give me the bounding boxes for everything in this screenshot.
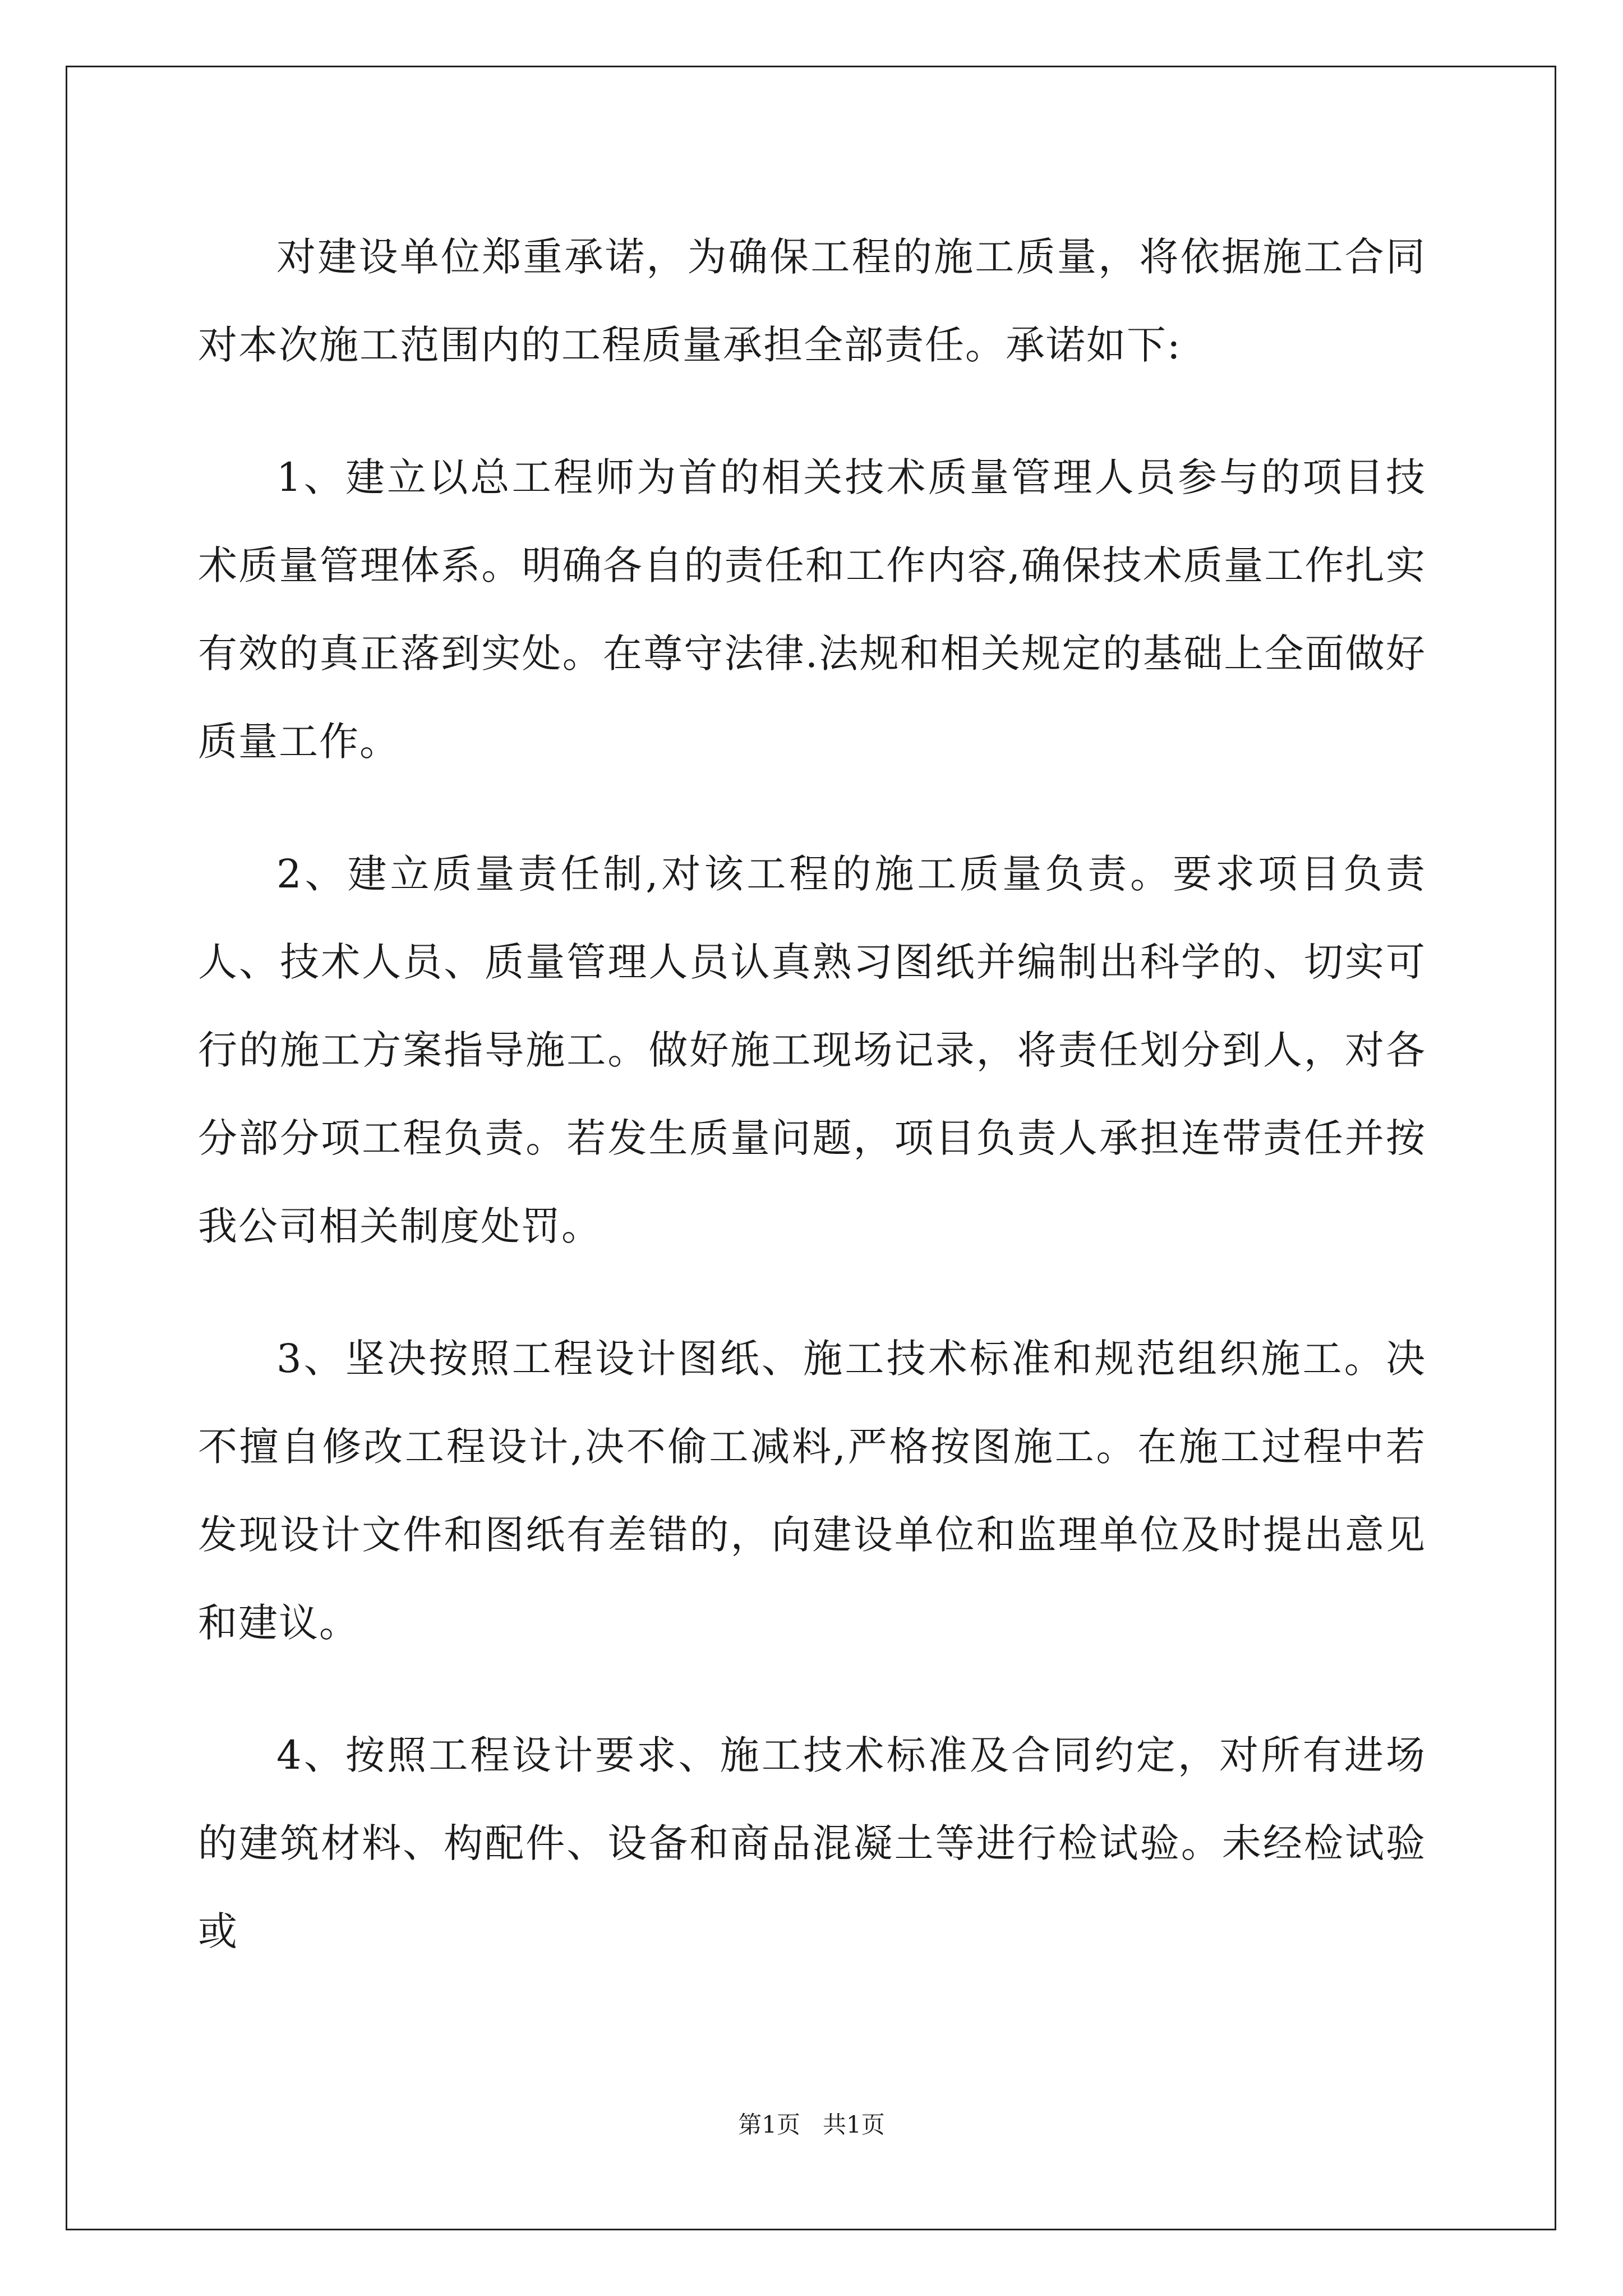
paragraph-item-1: 1、建立以总工程师为首的相关技术质量管理人员参与的项目技术质量管理体系。明确各自的责任和工作内容,确保技术质量工作扎实有效的真正落到实处。在尊守法律.法规和相关规定的基础上全面做好质量工作。: [198, 454, 1426, 765]
paragraph-item-4: 4、按照工程设计要求、施工技术标准及合同约定，对所有进场的建筑材料、构配件、设备和商品混凝土等进行检试验。未经检试验或: [198, 1732, 1426, 1954]
paragraph-item-3: 3、坚决按照工程设计图纸、施工技术标准和规范组织施工。决不擅自修改工程设计,决不偷工减料,严格按图施工。在施工过程中若发现设计文件和图纸有差错的，向建设单位和监理单位及时提出意见和建议。: [198, 1336, 1426, 1646]
paragraph-item-2: 2、建立质量责任制,对该工程的施工质量负责。要求项目负责人、技术人员、质量管理人员认真熟习图纸并编制出科学的、切实可行的施工方案指导施工。做好施工现场记录，将责任划分到人，对各分部分项工程负责。若发生质量问题，项目负责人承担连带责任并按我公司相关制度处罚。: [198, 851, 1426, 1249]
document-body: [198, 213, 1426, 2020]
paragraph-intro: 对建设单位郑重承诺，为确保工程的施工质量，将依据施工合同对本次施工范围内的工程质量承担全部责任。承诺如下:: [198, 234, 1426, 368]
page-number-footer: 第1页 共1页: [738, 2111, 885, 2138]
